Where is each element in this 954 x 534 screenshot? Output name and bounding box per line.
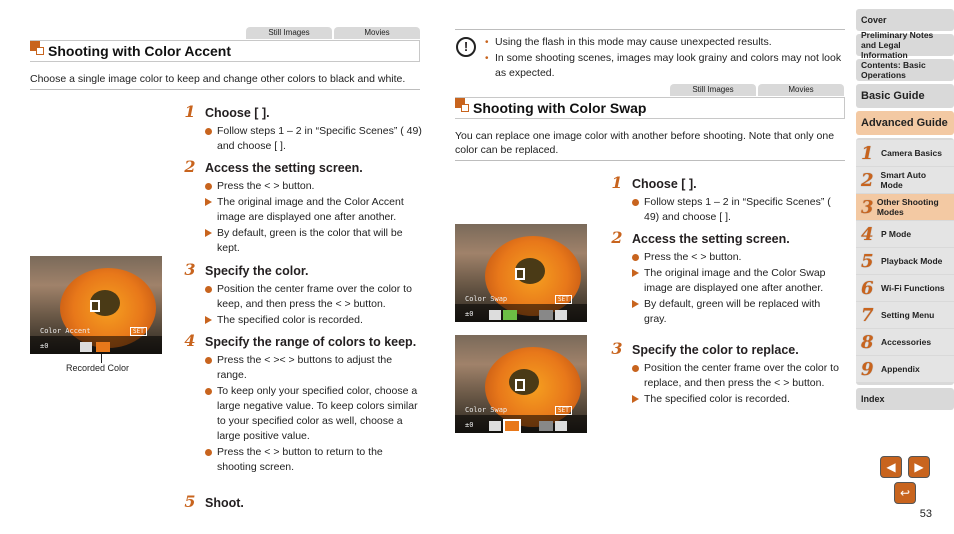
left-tabs bbox=[246, 27, 420, 39]
return-icon: ↩ bbox=[899, 486, 911, 500]
nav-index[interactable]: Index bbox=[856, 388, 954, 410]
target-color-swatch bbox=[539, 421, 553, 431]
step-5 bbox=[183, 492, 423, 511]
page-number: 53 bbox=[919, 508, 932, 520]
step-title: Access the setting screen. bbox=[632, 232, 790, 246]
section-title-color-swap: Shooting with Color Swap bbox=[455, 97, 845, 119]
warning-list: • Using the flash in this mode may cause unexpected results. • In some shooting scenes, images may look grainy and colors may not look as expected. bbox=[485, 36, 842, 79]
step-number: 1 bbox=[184, 102, 196, 121]
tab-still-images: Still Images bbox=[670, 84, 756, 96]
recorded-color-caption: Recorded Color bbox=[66, 363, 130, 373]
warning-icon: ! bbox=[456, 37, 476, 57]
step-bullet: By default, green is the color that will be kept. bbox=[205, 226, 423, 256]
nav-chapter-2[interactable]: 2 Smart Auto Mode bbox=[856, 167, 954, 193]
step-bullet: Press the < >< > buttons to adjust the range. bbox=[205, 353, 423, 383]
step-bullet: Press the < > button to return to the shooting screen. bbox=[205, 445, 423, 475]
step-2 bbox=[183, 157, 423, 257]
color-accent-photo: Color Accent SET ±0 bbox=[30, 256, 162, 354]
step-bullet: Press the < > button. bbox=[205, 179, 423, 194]
nav-preliminary-notes[interactable]: Preliminary Notes and Legal Information bbox=[856, 34, 954, 56]
nav-contents[interactable]: Contents: Basic Operations bbox=[856, 59, 954, 81]
source-color-swatch bbox=[503, 419, 521, 433]
side-navigation bbox=[856, 9, 954, 413]
nav-chapter-8[interactable]: 8 Accessories bbox=[856, 329, 954, 355]
step-title: Specify the color. bbox=[205, 264, 309, 278]
chevron-left-icon: ◀ bbox=[886, 460, 896, 474]
intro-text: Choose a single image color to keep and change other colors to black and white. bbox=[30, 73, 406, 85]
nav-chapter-5[interactable]: 5 Playback Mode bbox=[856, 248, 954, 274]
nav-chapter-3[interactable]: 3 Other Shooting Modes bbox=[856, 194, 954, 220]
step-bullet: The specified color is recorded. bbox=[205, 313, 423, 328]
step-1 bbox=[183, 102, 423, 155]
step-bullet: The original image and the Color Accent image are displayed one after another. bbox=[205, 195, 423, 225]
step-bullet: By default, green will be replaced with gray. bbox=[632, 297, 845, 327]
step-2 bbox=[610, 228, 845, 328]
color-swap-photo-2: Color Swap SET ±0 bbox=[455, 335, 587, 433]
step-number: 2 bbox=[184, 157, 196, 176]
left-arrow-icon bbox=[80, 342, 92, 352]
step-number: 3 bbox=[184, 260, 196, 279]
target-color-swatch bbox=[539, 310, 553, 320]
step-bullet: Press the < > button. bbox=[632, 250, 845, 265]
nav-chapter-1[interactable]: 1 Camera Basics bbox=[856, 140, 954, 166]
nav-chapter-4[interactable]: 4 P Mode bbox=[856, 221, 954, 247]
nav-chapter-7[interactable]: 7 Setting Menu bbox=[856, 302, 954, 328]
recorded-color-swatch bbox=[96, 342, 110, 352]
step-number: 4 bbox=[184, 331, 196, 350]
step-title: Choose [ ]. bbox=[632, 177, 697, 191]
nav-basic-guide[interactable]: Basic Guide bbox=[856, 84, 954, 108]
step-bullet: Position the center frame over the color to replace, and then press the < > button. bbox=[632, 361, 845, 391]
nav-advanced-guide[interactable]: Advanced Guide bbox=[856, 111, 954, 135]
center-frame-icon bbox=[515, 268, 525, 280]
nav-chapter-9[interactable]: 9 Appendix bbox=[856, 356, 954, 382]
step-bullet: To keep only your specified color, choose a large negative value. To keep colors similar to your specified color as well, choose a large positive value. bbox=[205, 384, 423, 444]
intro-text: You can replace one image color with another before shooting. Note that only one color can be replaced. bbox=[455, 130, 835, 156]
step-number: 5 bbox=[184, 492, 196, 511]
step-number: 2 bbox=[611, 228, 623, 247]
step-bullet: The specified color is recorded. bbox=[632, 392, 845, 407]
step-number: 3 bbox=[611, 339, 623, 358]
chapter-list bbox=[856, 138, 954, 385]
chevron-right-icon: ▶ bbox=[914, 460, 924, 474]
nav-cover[interactable]: Cover bbox=[856, 9, 954, 31]
nav-chapter-6[interactable]: 6 Wi-Fi Functions bbox=[856, 275, 954, 301]
return-button[interactable] bbox=[894, 482, 916, 504]
center-frame-icon bbox=[90, 300, 100, 312]
step-3 bbox=[183, 260, 423, 329]
tab-movies: Movies bbox=[334, 27, 420, 39]
step-title: Shoot. bbox=[205, 496, 244, 510]
next-page-button[interactable] bbox=[908, 456, 930, 478]
divider bbox=[30, 89, 420, 90]
color-swap-photo-1: Color Swap SET ±0 bbox=[455, 224, 587, 322]
step-3 bbox=[610, 339, 845, 408]
tab-still-images: Still Images bbox=[246, 27, 332, 39]
step-title: Access the setting screen. bbox=[205, 161, 363, 175]
step-title: Choose [ ]. bbox=[205, 106, 270, 120]
step-bullet: Position the center frame over the color to keep, and then press the < > button. bbox=[205, 282, 423, 312]
center-frame-icon bbox=[515, 379, 525, 391]
step-title: Specify the color to replace. bbox=[632, 343, 799, 357]
step-number: 1 bbox=[611, 173, 623, 192]
step-bullet: The original image and the Color Swap image are displayed one after another. bbox=[632, 266, 845, 296]
step-4 bbox=[183, 331, 423, 476]
step-title: Specify the range of colors to keep. bbox=[205, 335, 417, 349]
source-color-swatch bbox=[503, 310, 517, 320]
tab-movies: Movies bbox=[758, 84, 844, 96]
prev-page-button[interactable] bbox=[880, 456, 902, 478]
step-1 bbox=[610, 173, 845, 226]
right-tabs bbox=[670, 84, 844, 96]
step-bullet: Follow steps 1 – 2 in “Specific Scenes” ( 49) and choose [ ]. bbox=[632, 195, 845, 225]
section-title-color-accent: Shooting with Color Accent bbox=[30, 40, 420, 62]
step-bullet: Follow steps 1 – 2 in “Specific Scenes” ( 49) and choose [ ]. bbox=[205, 124, 423, 154]
